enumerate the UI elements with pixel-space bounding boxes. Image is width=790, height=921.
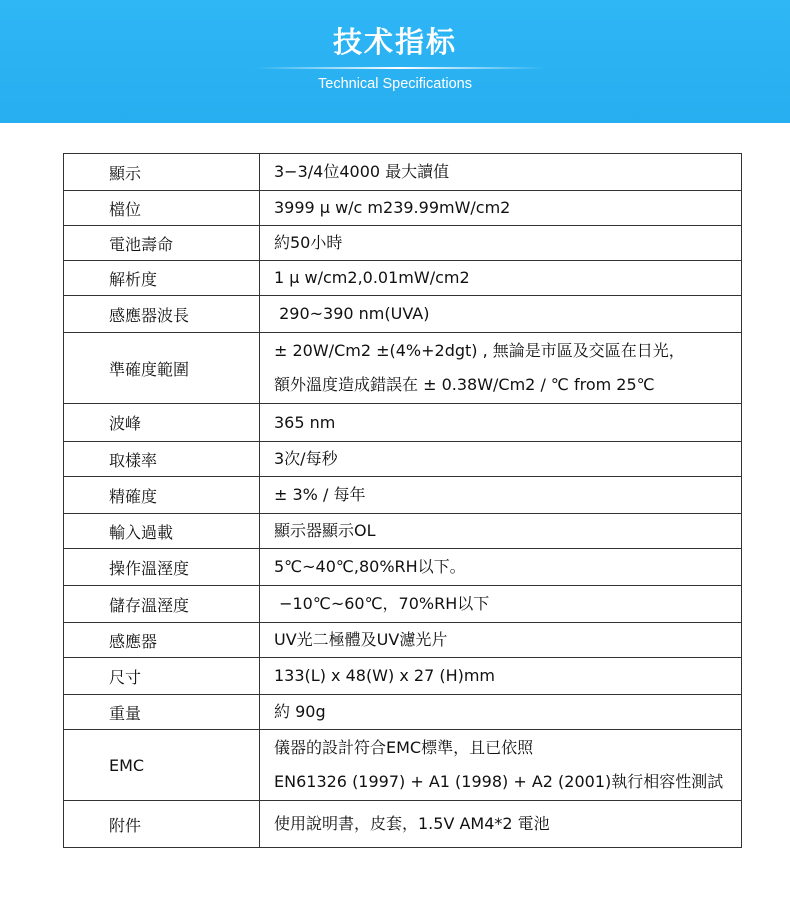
spec-label: EMC — [64, 730, 260, 801]
spec-value — [260, 730, 742, 801]
spec-value-line: 3−3/4位4000 最大讀值 — [274, 162, 450, 181]
page-subtitle: Technical Specifications — [318, 76, 472, 92]
spec-label: 波峰 — [64, 404, 260, 442]
spec-value-line: 額外溫度造成錯誤在 ± 0.38W/Cm2 / ℃ from 25℃ — [274, 375, 655, 394]
spec-label: 準確度範圍 — [64, 333, 260, 404]
spec-label: 檔位 — [64, 191, 260, 226]
spec-label: 解析度 — [64, 261, 260, 296]
table-row — [64, 586, 742, 623]
spec-value — [260, 477, 742, 514]
table-row — [64, 442, 742, 477]
spec-value — [260, 514, 742, 549]
spec-table — [63, 153, 742, 848]
spec-value-line: 使用說明書，皮套，1.5V AM4*2 電池 — [274, 814, 550, 833]
spec-value-line: −10℃~60℃，70%RH以下 — [274, 594, 490, 613]
spec-label: 附件 — [64, 801, 260, 848]
spec-value — [260, 586, 742, 623]
table-row — [64, 730, 742, 801]
table-row — [64, 801, 742, 848]
spec-value — [260, 404, 742, 442]
spec-value-line: 顯示器顯示OL — [274, 521, 376, 540]
spec-label: 儲存溫溼度 — [64, 586, 260, 623]
spec-value — [260, 191, 742, 226]
spec-value-line: 約50小時 — [274, 233, 343, 252]
table-row — [64, 191, 742, 226]
header-banner — [0, 0, 790, 123]
spec-value — [260, 333, 742, 404]
spec-value-line: ± 3% / 每年 — [274, 485, 366, 504]
spec-value — [260, 801, 742, 848]
spec-label: 顯示 — [64, 154, 260, 191]
table-row — [64, 514, 742, 549]
spec-value-line: 3999 µ w/c m239.99mW/cm2 — [274, 198, 511, 217]
spec-value — [260, 154, 742, 191]
table-row — [64, 296, 742, 333]
spec-value — [260, 549, 742, 586]
table-row — [64, 695, 742, 730]
spec-value-line: 5℃~40℃,80%RH以下。 — [274, 557, 466, 576]
spec-value — [260, 442, 742, 477]
spec-value-line: 1 µ w/cm2,0.01mW/cm2 — [274, 268, 470, 287]
spec-value — [260, 623, 742, 658]
table-row — [64, 658, 742, 695]
spec-value-line: UV光二極體及UV濾光片 — [274, 630, 448, 649]
spec-value — [260, 695, 742, 730]
spec-value-line: 約 90g — [274, 702, 326, 721]
table-row — [64, 154, 742, 191]
spec-label: 感應器波長 — [64, 296, 260, 333]
spec-value-line: 365 nm — [274, 412, 336, 432]
spec-value-line: ± 20W/Cm2 ±(4%+2dgt) , 無論是市區及交區在日光， — [274, 341, 685, 360]
spec-value — [260, 226, 742, 261]
spec-value-line: 133(L) x 48(W) x 27 (H)mm — [274, 666, 496, 685]
spec-label: 感應器 — [64, 623, 260, 658]
page-title: 技术指标 — [332, 25, 457, 59]
table-row — [64, 404, 742, 442]
table-row — [64, 549, 742, 586]
table-row — [64, 226, 742, 261]
spec-label: 尺寸 — [64, 658, 260, 695]
spec-value — [260, 658, 742, 695]
spec-label: 精確度 — [64, 477, 260, 514]
spec-label: 操作溫溼度 — [64, 549, 260, 586]
spec-value-line: 290~390 nm(UVA) — [274, 304, 430, 323]
spec-label: 電池壽命 — [64, 226, 260, 261]
spec-value — [260, 261, 742, 296]
table-row — [64, 333, 742, 404]
spec-value-line: EN61326 (1997) + A1 (1998) + A2 (2001)執行相容性測試 — [274, 772, 724, 791]
spec-value — [260, 296, 742, 333]
table-row — [64, 261, 742, 296]
spec-value-line: 儀器的設計符合EMC標準，且已依照 — [274, 738, 534, 757]
title-divider — [255, 67, 545, 69]
spec-label: 重量 — [64, 695, 260, 730]
spec-label: 輸入過載 — [64, 514, 260, 549]
table-row — [64, 623, 742, 658]
spec-value-line: 3次/每秒 — [274, 449, 338, 468]
spec-label: 取樣率 — [64, 442, 260, 477]
table-row — [64, 477, 742, 514]
